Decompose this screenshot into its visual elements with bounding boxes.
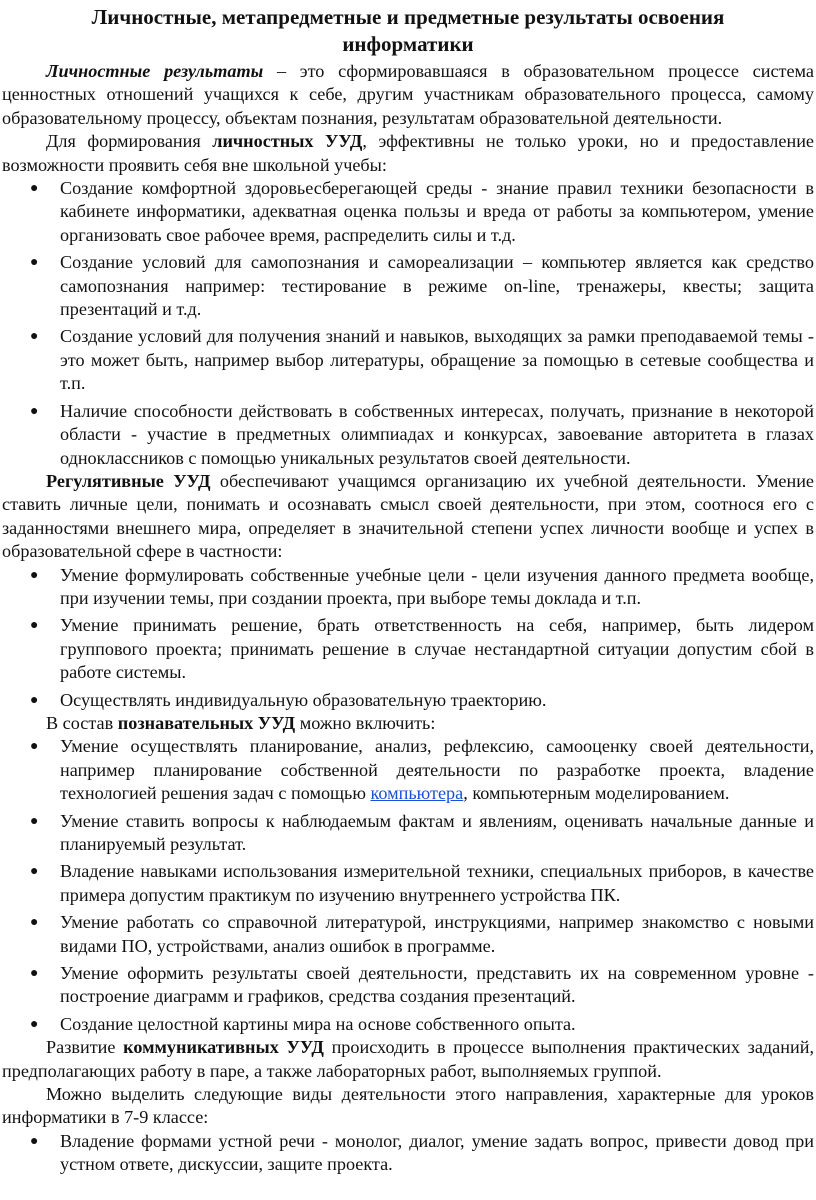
paragraph-text: В состав — [46, 712, 118, 733]
paragraph-text: , эффективны не только уроки, но и предоставление возможности проявить себя вне школьной учебы: — [2, 131, 814, 175]
list-item-text: Создание условий для самопознания и самореализации – компьютер является как средство самопознания например: тестирование в режиме on-line, тренажеры, квесты; защита презентаций и т.д. — [60, 252, 814, 320]
list-item — [30, 177, 814, 247]
list-regulatory — [2, 564, 814, 712]
bullet-icon: ● — [30, 864, 39, 880]
paragraph-activities: Можно выделить следующие виды деятельности этого направления, характерные для уроков информатики в 7-9 классе: — [2, 1084, 814, 1128]
bullet-icon: ● — [30, 739, 39, 755]
list-item-text: Владение навыками использования измерительной техники, специальных приборов, в качестве примера допустим практикум по изучению внутреннего устройства ПК. — [60, 861, 814, 905]
paragraph-text: Развитие — [46, 1037, 124, 1058]
list-item-text: Создание целостной картины мира на основе собственного опыта. — [60, 1013, 576, 1034]
bullet-icon: ● — [30, 181, 39, 197]
list-item — [30, 400, 814, 470]
bullet-icon: ● — [30, 567, 39, 583]
list-item — [30, 689, 814, 712]
paragraph-communicative-uud — [2, 1036, 814, 1083]
paragraph-cognitive-uud — [2, 712, 814, 735]
paragraph-personal-uud — [2, 130, 814, 177]
computer-link[interactable]: компьютера — [370, 783, 464, 804]
list-item — [30, 962, 814, 1009]
list-item-text: Владение формами устной речи - монолог, диалог, умение задать вопрос, привести довод при устном ответе, дискуссии, защите проекта. — [60, 1130, 814, 1175]
list-item — [30, 564, 814, 611]
list-item-text: Наличие способности действовать в собственных интересах, получать, признание в некоторой области - участие в предметных олимпиадах и конкурсах, завоевание авторитета в глазах одноклассников с помощью уникальных результатов своей деятельности. — [60, 400, 814, 468]
list-item — [30, 325, 814, 395]
list-item-text: Умение оформить результаты своей деятельности, представить их на современном уровне - построение диаграмм и графиков, средства создания презентаций. — [60, 963, 814, 1007]
bullet-icon: ● — [30, 1016, 39, 1032]
term-personal-results: Личностные результаты — [46, 61, 264, 81]
list-item-text: Умение принимать решение, брать ответственность на себя, например, быть лидером группового проекта; принимать решение в случае нестандартной ситуации допустим сбой в работе системы. — [60, 615, 814, 683]
term-communicative-uud: коммуникативных УУД — [123, 1037, 324, 1058]
list-item-text: Умение работать со справочной литературой, инструкциями, например знакомство с новыми видами ПО, устройствами, анализ ошибок в программе. — [60, 912, 814, 956]
term-cognitive-uud: познавательных УУД — [117, 712, 296, 733]
bullet-icon: ● — [30, 329, 39, 345]
term-personal-uud: личностных УУД — [212, 131, 363, 152]
paragraph-text: происходить в процессе выполнения практических заданий, предполагающих работу в паре, а также лабораторных работ, выполняемых группой. — [2, 1037, 814, 1081]
bullet-icon: ● — [30, 813, 39, 829]
term-regulatory-uud: Регулятивные УУД — [46, 470, 211, 491]
list-item-text: Умение ставить вопросы к наблюдаемым фактам и явлениям, оценивать начальные данные и планируемый результат. — [60, 810, 814, 854]
list-item — [30, 735, 814, 805]
list-item-text: Умение осуществлять планирование, анализ, рефлексию, самооценку своей деятельности, например планирование собственной деятельности по разработке проекта, владение технологией решения задач с помощью — [60, 736, 814, 804]
page-title: Личностные, метапредметные и предметные результаты освоения информатики — [91, 5, 725, 56]
paragraph-text: Для формирования — [46, 131, 213, 152]
list-item — [30, 1130, 814, 1177]
list-item — [30, 911, 814, 958]
list-item-text: Создание условий для получения знаний и навыков, выходящих за рамки преподаваемой темы - это может быть, например выбор литературы, обращение за помощью в сетевые сообщества и т.п. — [60, 326, 814, 394]
bullet-icon: ● — [30, 692, 39, 708]
list-item-text: , компьютерным моделированием. — [463, 783, 730, 804]
list-item-text: Осуществлять индивидуальную образовательную траекторию. — [60, 689, 547, 710]
paragraph-personal-results — [2, 60, 814, 130]
list-item — [30, 251, 814, 321]
bullet-icon: ● — [30, 618, 39, 634]
paragraph-regulatory-uud — [2, 470, 814, 564]
list-item-text: Создание комфортной здоровьесберегающей среды - знание правил техники безопасности в кабинете информатики, адекватная оценка пользы и вреда от работы за компьютером, умение организовать свое рабочее время, распределить силы и т.д. — [60, 178, 814, 245]
bullet-icon: ● — [30, 255, 39, 271]
list-item-text: Умение формулировать собственные учебные цели - цели изучения данного предмета вообще, при изучении темы, при создании проекта, при выборе темы доклада и т.п. — [60, 564, 814, 608]
list-item — [30, 810, 814, 857]
bullet-icon: ● — [30, 915, 39, 931]
list-item — [30, 860, 814, 907]
list-item — [30, 614, 814, 684]
list-item — [30, 1013, 814, 1036]
paragraph-text: обеспечивают учащимся организацию их учебной деятельности. Умение ставить личные цели, понимать и осознавать смысл своей деятельности, при этом, соотнося его с заданностями внешнего мира, определяет в значительной степени успех личности вообще и успех в образовательной сфере в частности: — [2, 470, 814, 562]
paragraph-text: можно включить: — [295, 712, 436, 733]
list-personal — [2, 177, 814, 470]
bullet-icon: ● — [30, 403, 39, 419]
list-communicative — [2, 1130, 814, 1177]
bullet-icon: ● — [30, 1133, 39, 1149]
bullet-icon: ● — [30, 966, 39, 982]
paragraph-text: – это сформировавшаяся в образовательном процессе система ценностных отношений учащихся к себе, другим участникам образовательного процесса, самому образовательному процессу, объектам познания, результатам образовательной деятельности. — [2, 61, 814, 128]
list-cognitive — [2, 735, 814, 1036]
